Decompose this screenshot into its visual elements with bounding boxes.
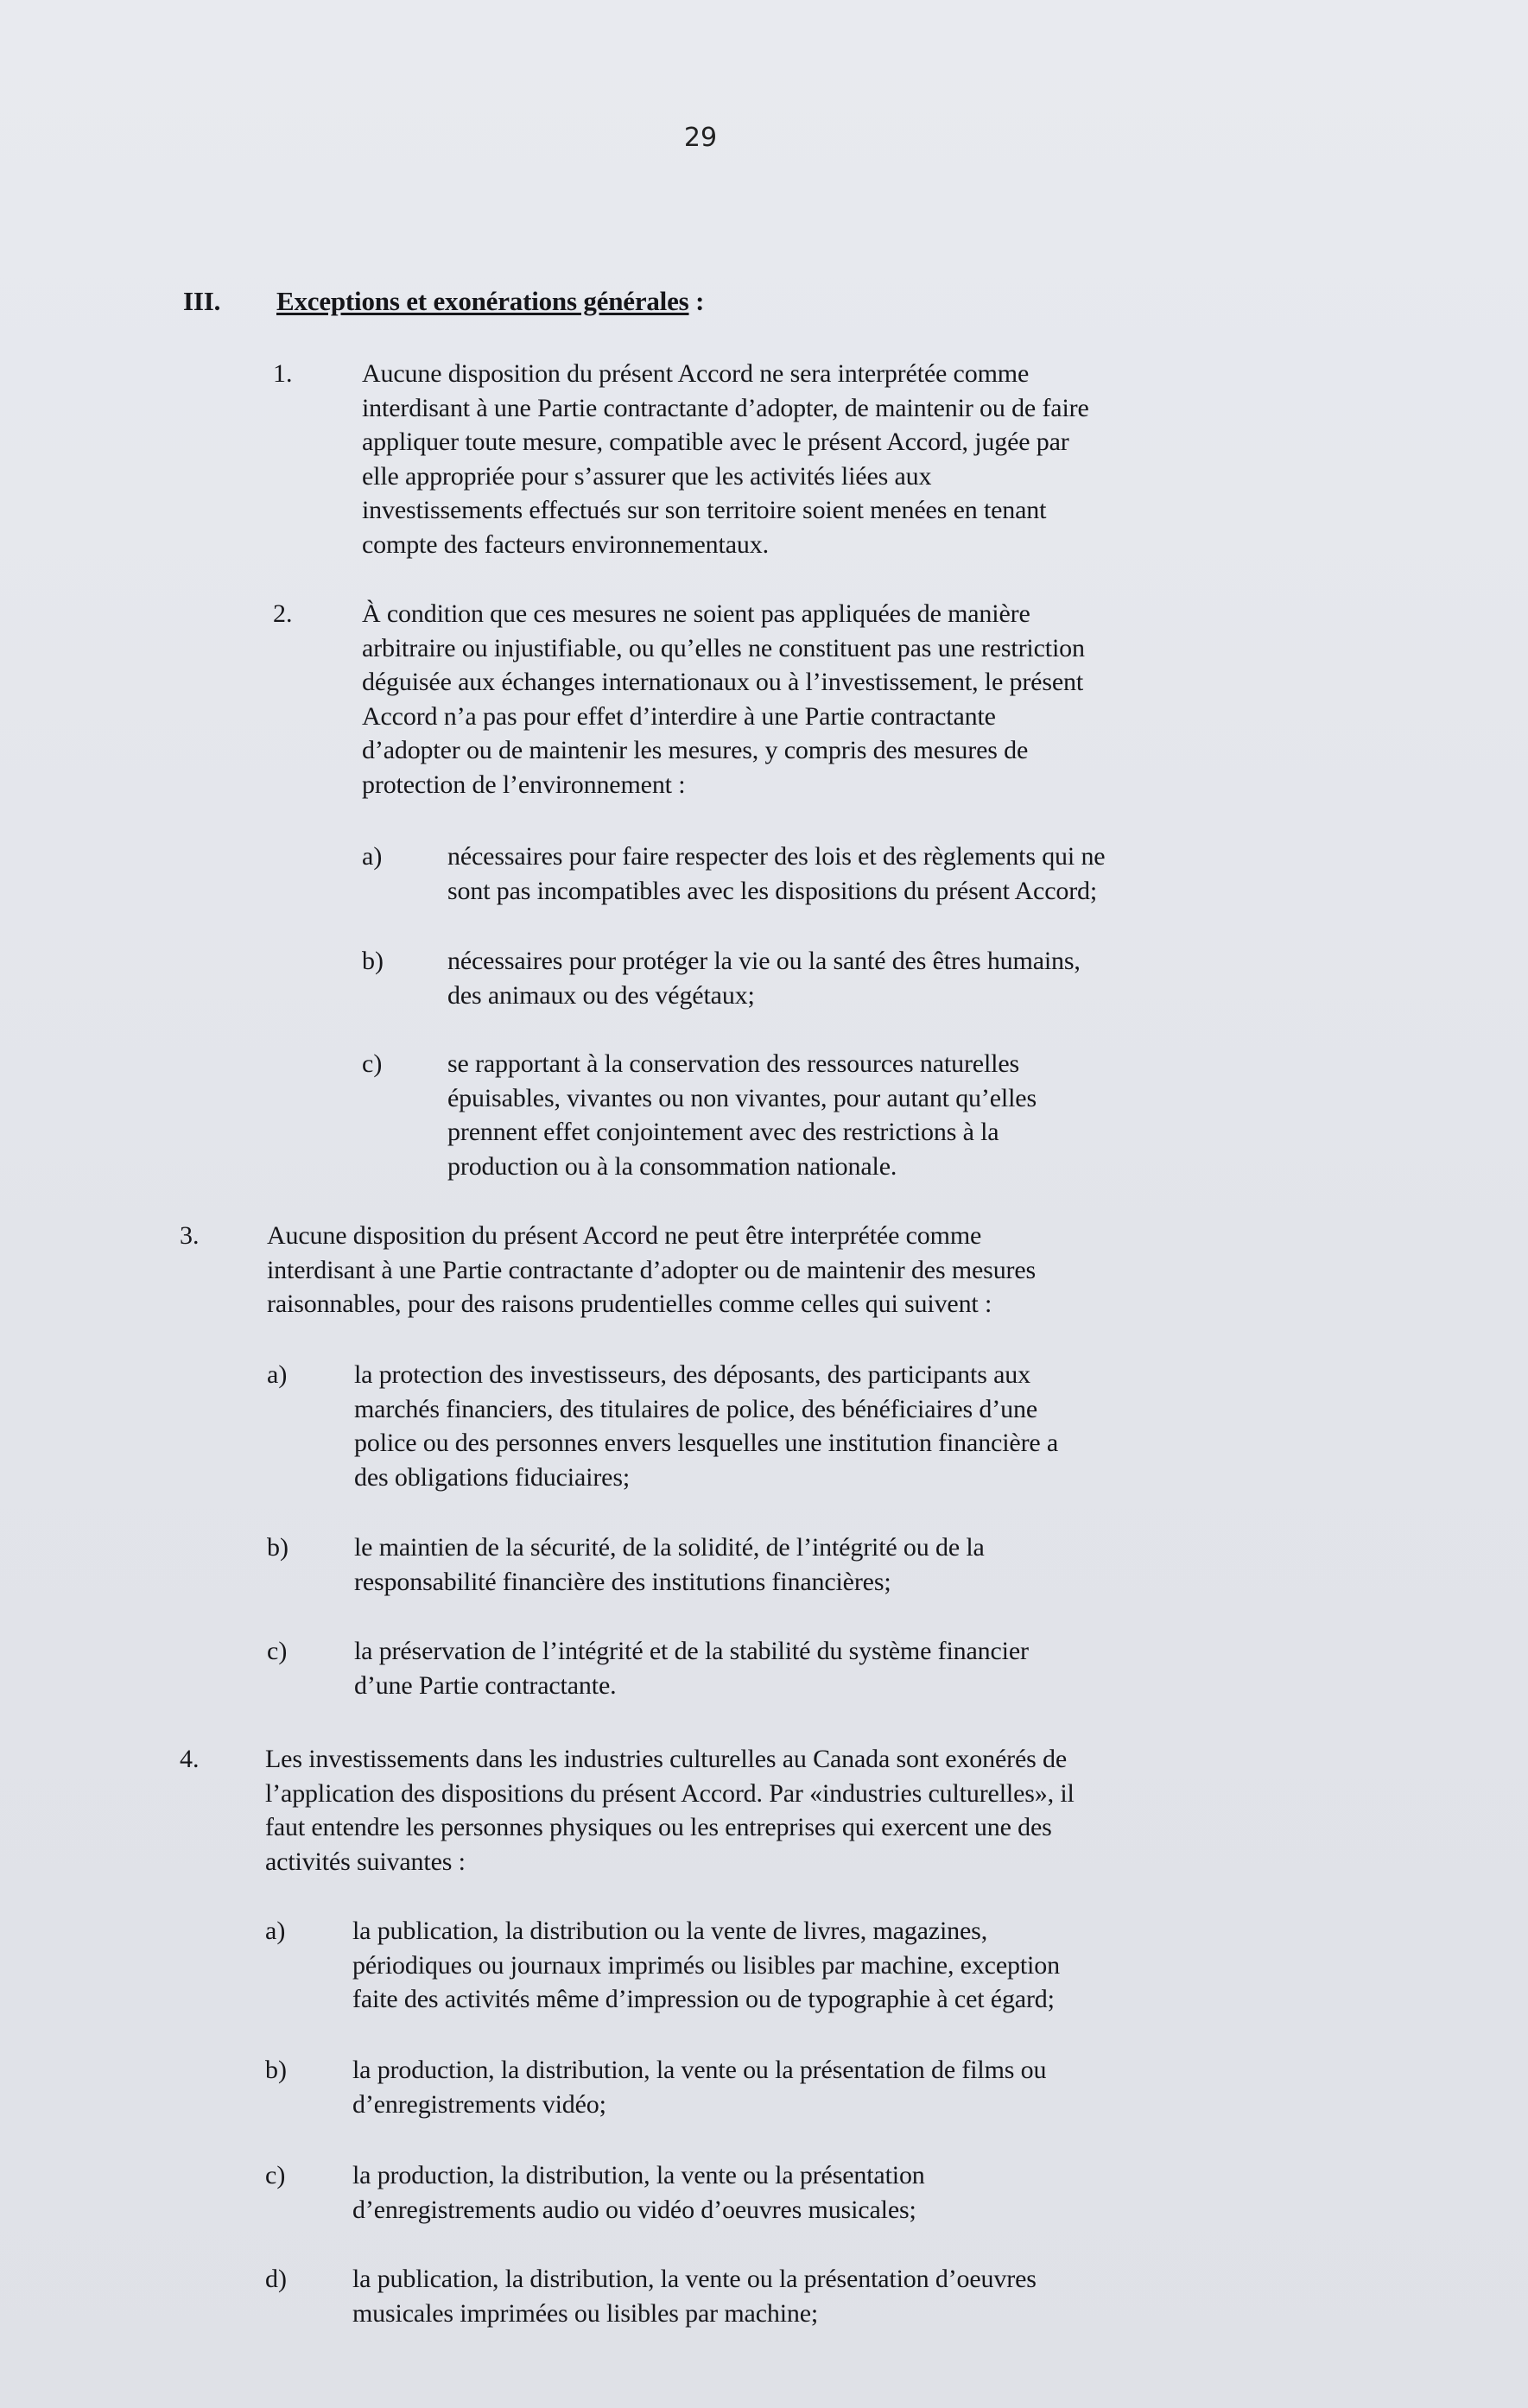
item-3-subitem-b — [354, 1530, 985, 1599]
paragraph-line: Aucune disposition du présent Accord ne sera interprétée comme — [362, 359, 1030, 388]
item-4-paragraph — [265, 1742, 1075, 1879]
paragraph-line: elle appropriée pour s’assurer que les activités liées aux — [362, 461, 932, 491]
item-4-subitem-b — [352, 2053, 1046, 2121]
subitem-line: la publication, la distribution ou la vente de livres, magazines, — [352, 1917, 988, 1945]
subitem-line: faite des activités même d’impression ou de typographie à cet égard; — [352, 1985, 1055, 2013]
subitem-line: prennent effet conjointement avec des restrictions à la — [447, 1118, 999, 1146]
item-2-subitem-b — [447, 944, 1081, 1012]
subitem-line: la préservation de l’intégrité et de la stabilité du système financier — [354, 1637, 1029, 1665]
subitem-line: se rapportant à la conservation des ressources naturelles — [447, 1049, 1020, 1078]
subitem-line: production ou à la consommation nationale. — [447, 1151, 897, 1181]
subitem-letter: b) — [362, 947, 384, 975]
section-heading — [183, 286, 704, 317]
page-number: 29 — [683, 123, 718, 153]
paragraph-line: raisonnables, pour des raisons prudentielles comme celles qui suivent : — [267, 1290, 992, 1318]
paragraph-line: d’adopter ou de maintenir les mesures, y compris des mesures de — [362, 736, 1029, 764]
item-4-subitem-d — [352, 2262, 1037, 2330]
item-4-subitem-a — [352, 1914, 1060, 2017]
item-number: 1. — [273, 359, 293, 388]
subitem-line: la production, la distribution, la vente ou la présentation — [352, 2161, 925, 2189]
subitem-letter: a) — [267, 1360, 288, 1389]
paragraph-line: faut entendre les personnes physiques ou les entreprises qui exercent une des — [265, 1813, 1052, 1841]
subitem-line: périodiques ou journaux imprimés ou lisibles par machine, exception — [352, 1950, 1060, 1980]
paragraph-line: activités suivantes : — [265, 1847, 466, 1876]
item-3-subitem-a — [354, 1358, 1058, 1494]
item-2-paragraph — [362, 597, 1085, 802]
subitem-line: sont pas incompatibles avec les dispositions du présent Accord; — [447, 876, 1098, 905]
subitem-letter: b) — [267, 1533, 288, 1562]
paragraph-line: À condition que ces mesures ne soient pas appliquées de manière — [362, 599, 1030, 628]
paragraph-line: Aucune disposition du présent Accord ne peut être interprétée comme — [267, 1221, 982, 1250]
subitem-line: la publication, la distribution, la vente ou la présentation d’oeuvres — [352, 2265, 1037, 2293]
subitem-line: épuisables, vivantes ou non vivantes, pour autant qu’elles — [447, 1083, 1037, 1112]
subitem-line: des obligations fiduciaires; — [354, 1462, 631, 1492]
subitem-line: la production, la distribution, la vente ou la présentation de films ou — [352, 2056, 1047, 2084]
item-2-subitem-a — [447, 840, 1105, 908]
section-title: Exceptions et exonérations générales — [276, 286, 689, 316]
paragraph-line: déguisée aux échanges internationaux ou à l’investissement, le présent — [362, 668, 1084, 696]
item-number: 3. — [180, 1221, 200, 1250]
subitem-line: d’enregistrements vidéo; — [352, 2089, 606, 2119]
subitem-line: des animaux ou des végétaux; — [447, 980, 755, 1010]
subitem-letter: a) — [265, 1917, 286, 1945]
paragraph-line: Accord n’a pas pour effet d’interdire à une Partie contractante — [362, 701, 996, 731]
subitem-line: d’enregistrements audio ou vidéo d’oeuvres musicales; — [352, 2195, 916, 2224]
paragraph-line: investissements effectués sur son territoire soient menées en tenant — [362, 496, 1047, 524]
subitem-line: d’une Partie contractante. — [354, 1670, 617, 1700]
section-number: III. — [183, 286, 221, 316]
subitem-letter: c) — [265, 2161, 286, 2189]
paragraph-line: interdisant à une Partie contractante d’adopter ou de maintenir des mesures — [267, 1255, 1037, 1284]
subitem-line: musicales imprimées ou lisibles par machine; — [352, 2298, 819, 2328]
item-1-paragraph — [362, 357, 1089, 561]
subitem-letter: d) — [265, 2265, 287, 2293]
paragraph-line: compte des facteurs environnementaux. — [362, 529, 769, 559]
paragraph-line: arbitraire ou injustifiable, ou qu’elles ne constituent pas une restriction — [362, 633, 1085, 662]
subitem-line: nécessaires pour faire respecter des lois et des règlements qui ne — [447, 842, 1106, 871]
item-4-subitem-c — [352, 2158, 925, 2227]
subitem-letter: c) — [362, 1049, 383, 1078]
subitem-line: police ou des personnes envers lesquelles une institution financière a — [354, 1429, 1059, 1457]
paragraph-line: protection de l’environnement : — [362, 770, 686, 799]
section-title-suffix: : — [688, 286, 705, 316]
subitem-line: le maintien de la sécurité, de la solidité, de l’intégrité ou de la — [354, 1533, 985, 1562]
item-2-subitem-c — [447, 1047, 1037, 1183]
subitem-line: marchés financiers, des titulaires de police, des bénéficiaires d’une — [354, 1394, 1037, 1423]
subitem-letter: b) — [265, 2056, 287, 2084]
paragraph-line: appliquer toute mesure, compatible avec le présent Accord, jugée par — [362, 428, 1069, 456]
subitem-line: nécessaires pour protéger la vie ou la santé des êtres humains, — [447, 947, 1081, 975]
item-number: 4. — [180, 1745, 200, 1773]
paragraph-line: interdisant à une Partie contractante d’adopter, de maintenir ou de faire — [362, 393, 1089, 422]
paragraph-line: Les investissements dans les industries culturelles au Canada sont exonérés de — [265, 1745, 1068, 1773]
subitem-letter: a) — [362, 842, 383, 871]
subitem-line: responsabilité financière des institutions financières; — [354, 1567, 891, 1596]
item-3-paragraph — [267, 1219, 1036, 1321]
subitem-letter: c) — [267, 1637, 288, 1665]
item-3-subitem-c — [354, 1634, 1029, 1702]
paragraph-line: l’application des dispositions du présent Accord. Par «industries culturelles», il — [265, 1778, 1075, 1808]
item-number: 2. — [273, 599, 293, 628]
subitem-line: la protection des investisseurs, des déposants, des participants aux — [354, 1360, 1030, 1389]
